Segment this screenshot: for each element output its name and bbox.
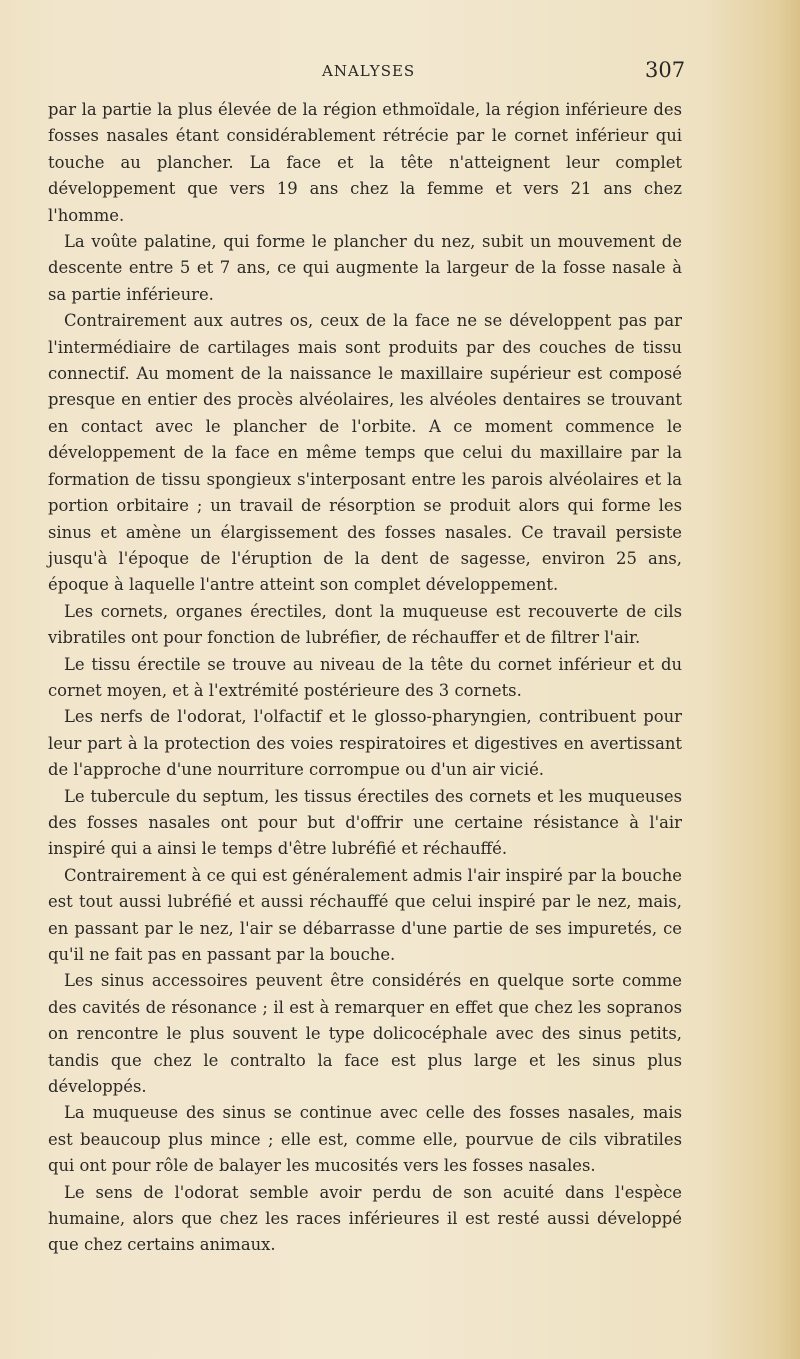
- body-text: [48, 97, 682, 1259]
- page-number: 307: [645, 58, 686, 82]
- section-title: ANALYSES: [322, 62, 416, 80]
- paragraph: Le tissu érectile se trouve au niveau de la tête du cornet inférieur et du cornet moyen, et à l'extrémité postérieure des 3 cornets.: [48, 654, 682, 700]
- paragraph: par la partie la plus élevée de la région ethmoïdale, la région inférieure des fosses nasales étant considérablement rétrécie par le cornet inférieur qui touche au plancher. La face et la tête n'atteignent leur complet développement que vers 19 ans chez la femme et vers 21 ans chez l'homme.: [48, 100, 682, 225]
- running-header: [0, 58, 800, 88]
- paragraph: Contrairement à ce qui est généralement admis l'air inspiré par la bouche est tout aussi lubréfié et aussi réchauffé que celui inspiré par le nez, mais, en passant par le nez, l'air se débarrasse d'une partie de ses impuretés, ce qu'il ne fait pas en passant par la bouche.: [48, 865, 682, 964]
- paragraph: Contrairement aux autres os, ceux de la face ne se développent pas par l'intermédiaire de cartilages mais sont produits par des couches de tissu connectif. Au moment de la naissance le maxillaire supérieur est composé presque en entier des procès alvéolaires, les alvéoles dentaires se trouvant en contact avec le plancher de l'orbite. A ce moment commence le développement de la face en même temps que celui du maxillaire par la formation de tissu spongieux s'interposant entre les parois alvéolaires et la portion orbitaire ; un travail de résorption se produit alors qui forme les sinus et amène un élargissement des fosses nasales. Ce travail persiste jusqu'à l'époque de l'éruption de la dent de sagesse, environ 25 ans, époque à laquelle l'antre atteint son complet développement.: [48, 311, 682, 595]
- paragraph: Le sens de l'odorat semble avoir perdu de son acuité dans l'espèce humaine, alors que chez les races inférieures il est resté aussi développé que chez certains animaux.: [48, 1182, 682, 1255]
- paragraph: Le tubercule du septum, les tissus érectiles des cornets et les muqueuses des fosses nasales ont pour but d'offrir une certaine résistance à l'air inspiré qui a ainsi le temps d'être lubréfié et réchauffé.: [48, 786, 682, 859]
- paragraph: Les cornets, organes érectiles, dont la muqueuse est recouverte de cils vibratiles ont pour fonction de lubréfier, de réchauffer et de filtrer l'air.: [48, 601, 682, 648]
- paragraph: La voûte palatine, qui forme le plancher du nez, subit un mouvement de descente entre 5 et 7 ans, ce qui augmente la largeur de la fosse nasale à sa partie inférieure.: [48, 232, 682, 304]
- paragraph: La muqueuse des sinus se continue avec celle des fosses nasales, mais est beaucoup plus mince ; elle est, comme elle, pourvue de cils vibratiles qui ont pour rôle de balayer les mucosités vers les fosses nasales.: [48, 1103, 682, 1176]
- paragraph: Les sinus accessoires peuvent être considérés en quelque sorte comme des cavités de résonance ; il est à remarquer en effet que chez les sopranos on rencontre le plus souvent le type dolicocéphale avec des sinus petits, tandis que chez le contralto la face est plus large et les sinus plus développés.: [48, 971, 682, 1097]
- paragraph: Les nerfs de l'odorat, l'olfactif et le glosso-pharyngien, contribuent pour leur part à la protection des voies respiratoires et digestives en avertissant de l'approche d'une nourriture corrompue ou d'un air vicié.: [48, 707, 682, 780]
